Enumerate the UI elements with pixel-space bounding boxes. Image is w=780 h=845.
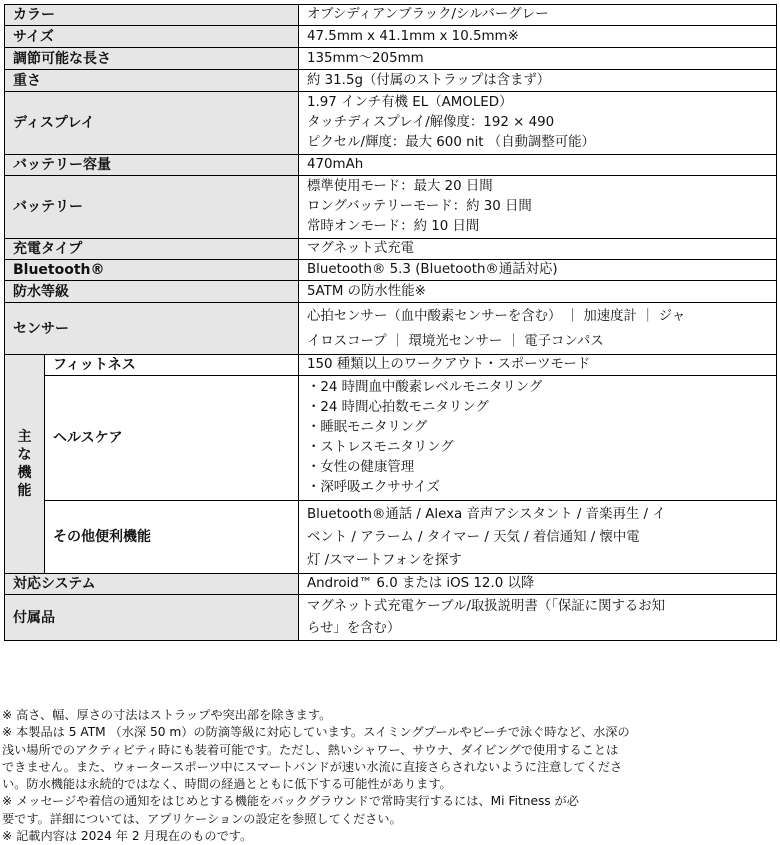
spec-line: ・24 時間心拍数モニタリング [307,400,489,415]
spec-value: 135mm〜205mm [299,48,777,70]
spec-row-other [5,501,777,574]
spec-line: 灯 /スマートフォンを探す [307,552,462,568]
spec-table [4,4,777,641]
spec-line: ・睡眠モニタリング [307,420,428,435]
spec-value [299,176,777,239]
footnote-line: できません。また、ウォータースポーツ中にスマートバンドが速い水流に直接さらされないように注意してくださ [2,759,623,774]
spec-label: センサー [5,303,299,355]
spec-value: 150 種類以上のワークアウト・スポーツモード [299,355,777,376]
spec-label: 充電タイプ [5,239,299,260]
spec-row-color [5,5,777,26]
spec-row-os [5,574,777,595]
spec-line: 標準使用モード：最大 20 日間 [307,179,493,194]
spec-value: オブシディアンブラック/シルバーグレー [299,5,777,26]
spec-label: バッテリー [5,176,299,239]
group-char: 機 [17,465,32,481]
spec-label: フィットネス [45,355,299,376]
spec-line: Bluetooth®通話 / Alexa 音声アシスタント / 音楽再生 / イ [307,506,666,522]
spec-value: 約 31.5g（付属のストラップは含まず） [299,70,777,92]
spec-row-size [5,26,777,48]
spec-value: 47.5mm x 41.1mm x 10.5mm※ [299,26,777,48]
spec-value [299,303,777,355]
spec-row-fitness [5,355,777,376]
spec-label: 付属品 [5,595,299,641]
spec-label: その他便利機能 [45,501,299,574]
spec-line: タッチディスプレイ/解像度：192 × 490 [307,115,555,130]
group-char: 能 [17,483,32,499]
spec-line: 常時オンモード：約 10 日間 [307,219,480,234]
spec-row-display [5,92,777,155]
spec-line: ・深呼吸エクササイズ [307,480,440,495]
spec-value: 470mAh [299,155,777,176]
spec-label: 対応システム [5,574,299,595]
spec-value [299,92,777,155]
footnote-line: ※ 本製品は 5 ATM （水深 50 m）の防滴等級に対応しています。スイミングプールやビーチで泳ぐ時など、水深の [2,725,630,740]
spec-row-length [5,48,777,70]
spec-line: マグネット式充電ケーブル/取扱説明書（「保証に関するお知 [307,598,666,614]
spec-row-accessories [5,595,777,641]
spec-row-health [5,376,777,501]
group-char: 主 [17,429,32,445]
spec-line: ・24 時間血中酸素レベルモニタリング [307,380,543,395]
spec-line: 心拍センサー（血中酸素センサーを含む） ｜ 加速度計 ｜ ジャ [307,308,686,324]
spec-row-bluetooth [5,260,777,281]
spec-label: 防水等級 [5,281,299,303]
spec-value: マグネット式充電 [299,239,777,260]
footnote-line: 浅い場所でのアクティビティ時にも装着可能です。ただし、熱いシャワー、サウナ、ダイビングで使用することは [2,742,619,757]
spec-value: Bluetooth® 5.3 (Bluetooth®通話対応) [299,260,777,281]
spec-line: ロングバッテリーモード：約 30 日間 [307,199,532,214]
footnotes [2,707,778,845]
spec-line: イロスコープ ｜ 環境光センサー ｜ 電子コンパス [307,333,604,349]
spec-label: 重さ [5,70,299,92]
spec-label: Bluetooth® [5,260,299,281]
spec-label: サイズ [5,26,299,48]
footnote-line: 要です。詳細については、アプリケーションの設定を参照してください。 [2,811,402,826]
spec-row-weight [5,70,777,92]
spec-row-battery [5,176,777,239]
spec-row-water [5,281,777,303]
spec-value: 5ATM の防水性能※ [299,281,777,303]
spec-label: カラー [5,5,299,26]
footnote-line: ※ 高さ、幅、厚さの寸法はストラップや突出部を除きます。 [2,708,332,722]
spec-value [299,595,777,641]
spec-row-charging [5,239,777,260]
spec-row-sensor [5,303,777,355]
spec-line: ピクセル/輝度：最大 600 nit （自動調整可能） [307,135,595,150]
group-char: な [17,447,32,463]
spec-line: ベント / アラーム / タイマー / 天気 / 着信通知 / 懐中電 [307,529,640,545]
footnote-line: い。防水機能は永続的ではなく、時間の経過とともに低下する可能性があります。 [2,777,452,792]
spec-line: ・ストレスモニタリング [307,440,454,455]
spec-label: バッテリー容量 [5,155,299,176]
spec-line: らせ」を含む） [307,620,401,636]
features-group-label [5,355,45,574]
spec-label: 調節可能な長さ [5,48,299,70]
spec-value [299,501,777,574]
footnote-line: ※ メッセージや着信の通知をはじめとする機能をバックグラウンドで常時実行するには、Mi Fitness が必 [2,794,579,809]
footnote-line: ※ 記載内容は 2024 年 2 月現在のものです。 [2,829,253,844]
spec-label: ヘルスケア [45,376,299,501]
spec-value [299,376,777,501]
spec-row-battery-capacity [5,155,777,176]
spec-line: 1.97 インチ有機 EL（AMOLED） [307,95,513,110]
spec-label: ディスプレイ [5,92,299,155]
spec-value: Android™ 6.0 または iOS 12.0 以降 [299,574,777,595]
spec-line: ・女性の健康管理 [307,460,415,475]
